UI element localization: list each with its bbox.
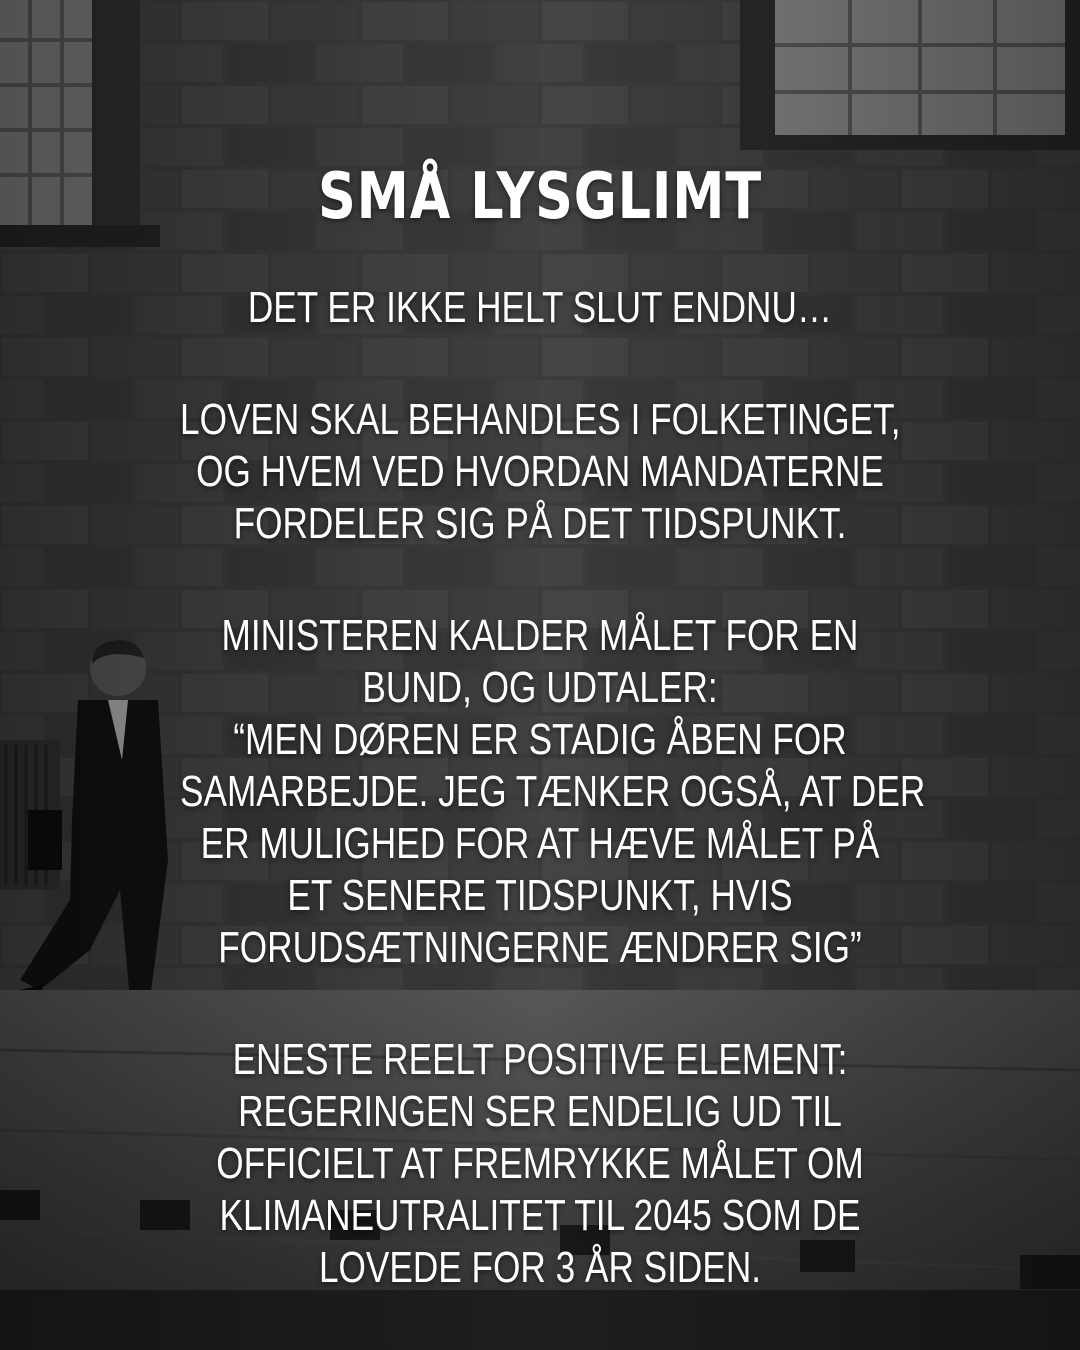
paragraph-positive (90, 1034, 990, 1294)
text-line: ER MULIGHED FOR AT HÆVE MÅLET PÅ (200, 819, 880, 868)
text-line: BUND, OG UDTALER: (362, 663, 718, 712)
text-line: SAMARBEJDE. JEG TÆNKER OGSÅ, AT DER (180, 767, 926, 816)
text-line: FORDELER SIG PÅ DET TIDSPUNKT. (233, 499, 847, 548)
text-line: MINISTEREN KALDER MÅLET FOR EN (221, 611, 859, 660)
text-line: OG HVEM VED HVORDAN MANDATERNE (196, 447, 884, 496)
text-line: DET ER IKKE HELT SLUT ENDNU… (247, 283, 833, 332)
text-line: REGERINGEN SER ENDELIG UD TIL (238, 1087, 842, 1136)
text-line: “MEN DØREN ER STADIG ÅBEN FOR (233, 715, 847, 764)
headline: SMÅ LYSGLIMT (318, 160, 762, 234)
text-line: LOVEDE FOR 3 ÅR SIDEN. (318, 1243, 762, 1292)
paragraph-minister-quote (90, 610, 990, 974)
text-line: FORUDSÆTNINGERNE ÆNDRER SIG” (218, 923, 862, 972)
text-line: OFFICIELT AT FREMRYKKE MÅLET OM (216, 1139, 864, 1188)
text-line: ET SENERE TIDSPUNKT, HVIS (287, 871, 793, 920)
body-text (90, 282, 990, 1294)
paragraph-intro (90, 282, 990, 334)
paragraph-law (90, 394, 990, 550)
text-line: KLIMANEUTRALITET TIL 2045 SOM DE (219, 1191, 861, 1240)
text-line: LOVEN SKAL BEHANDLES I FOLKETINGET, (180, 395, 901, 444)
text-line: ENESTE REELT POSITIVE ELEMENT: (232, 1035, 848, 1084)
